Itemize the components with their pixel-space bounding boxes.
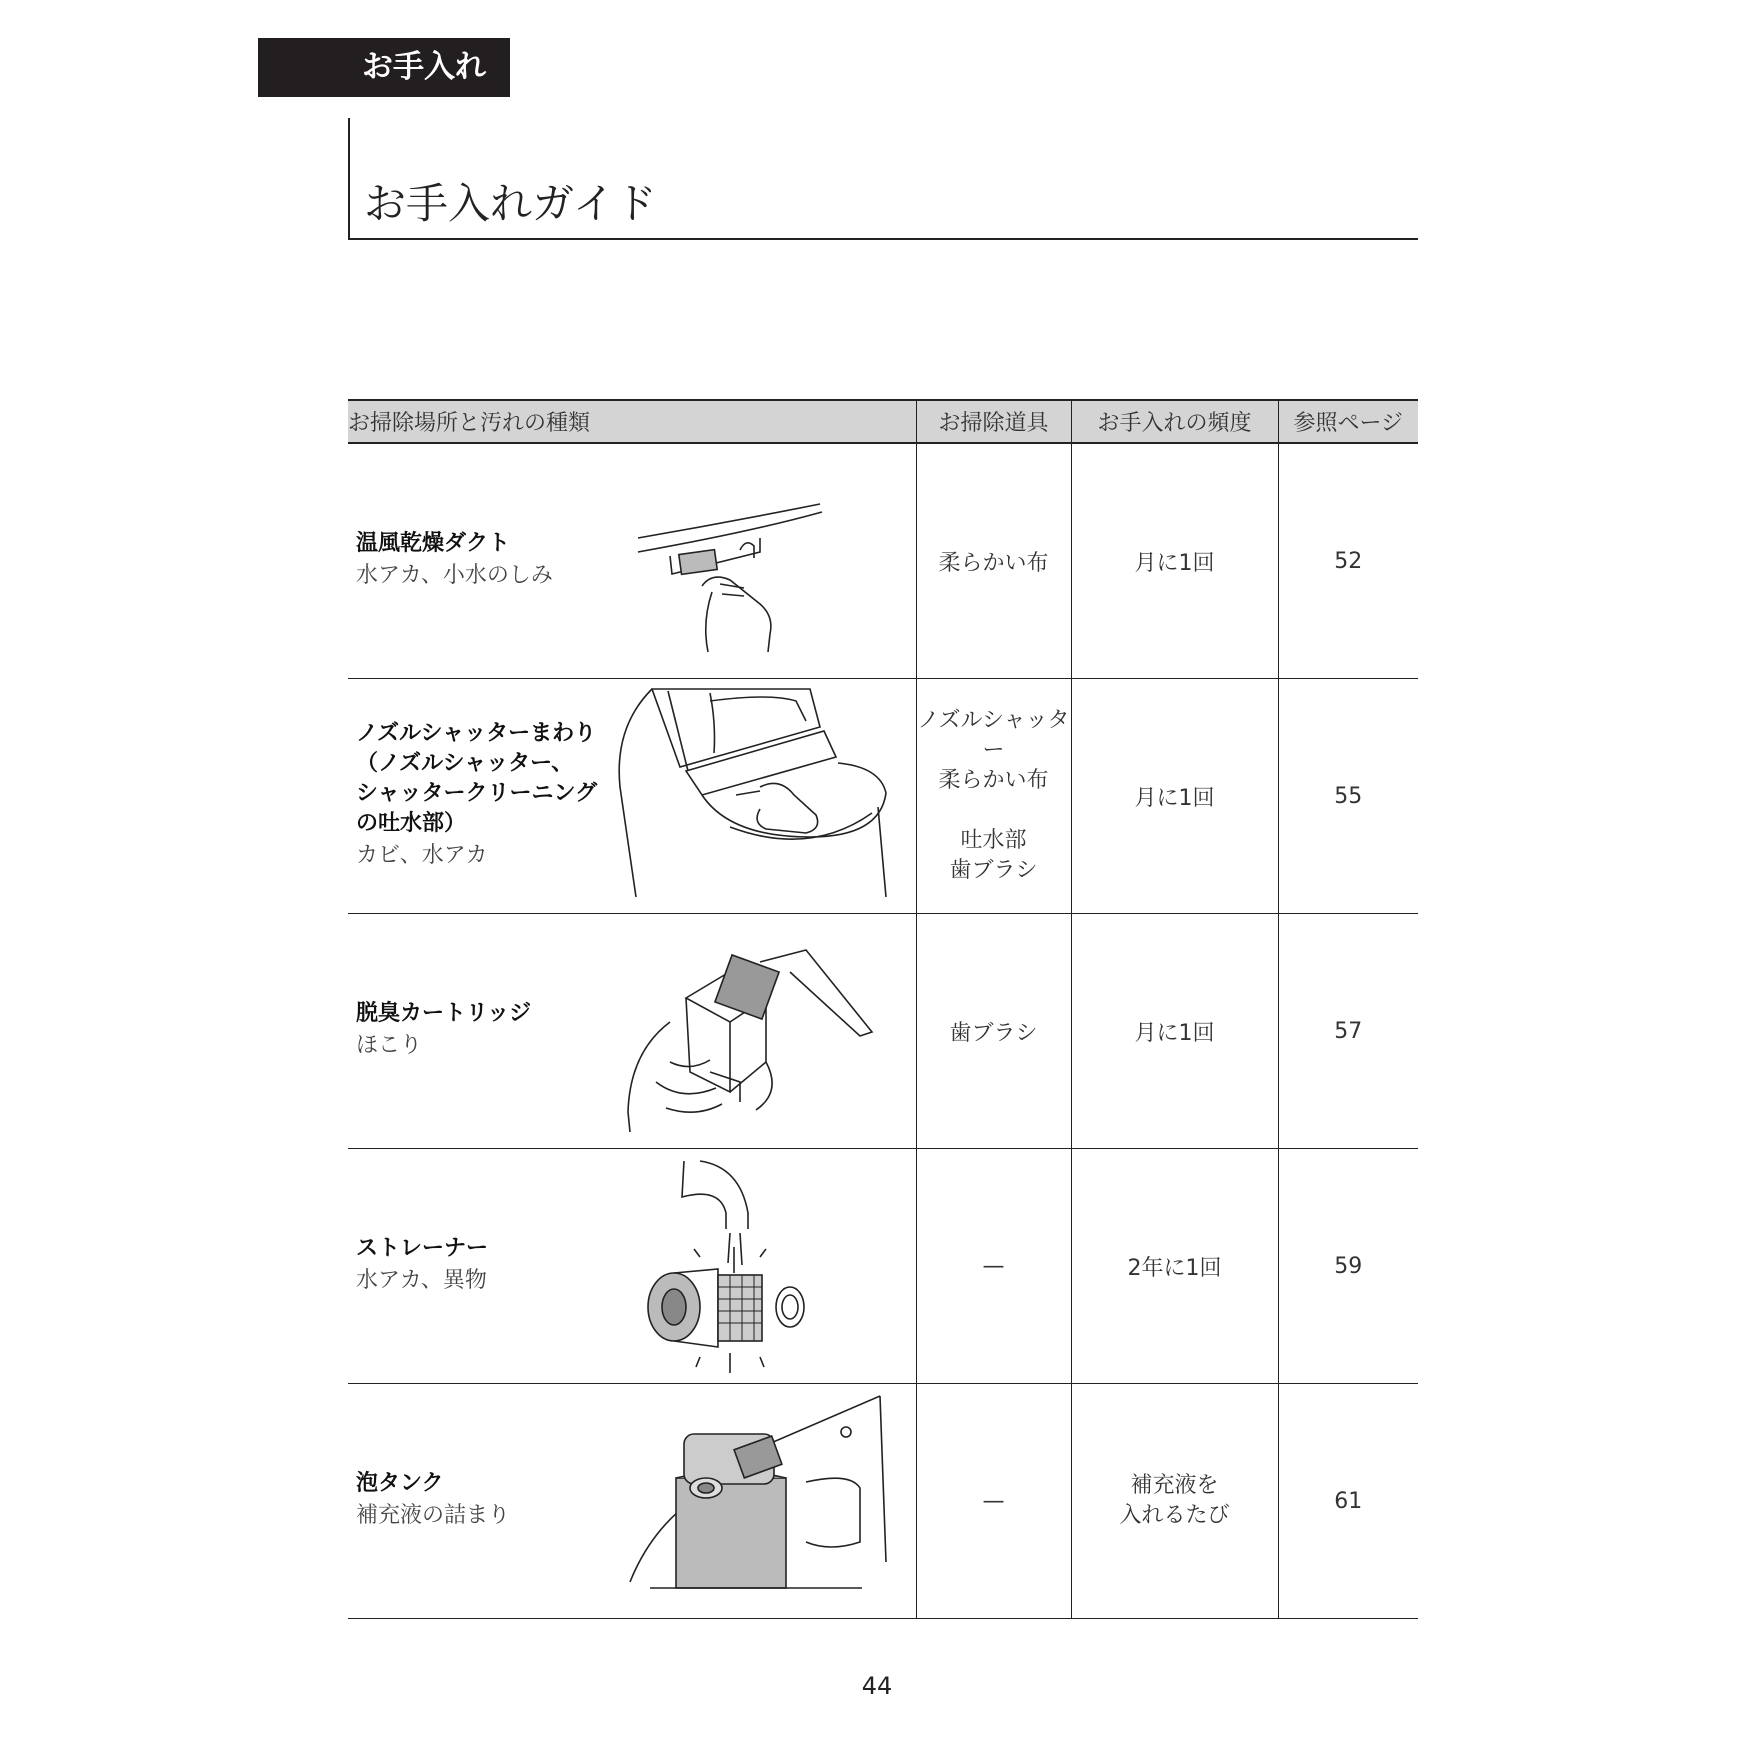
table-row bbox=[348, 914, 1418, 1149]
tool-cell: — bbox=[916, 1384, 1071, 1619]
reference-page-cell: 59 bbox=[1278, 1149, 1418, 1384]
header-tool: お掃除道具 bbox=[916, 400, 1071, 443]
frequency-cell: 補充液を 入れるたび bbox=[1071, 1384, 1278, 1619]
place-cell bbox=[348, 443, 916, 679]
foam-tank-illustration bbox=[610, 1392, 910, 1610]
header-frequency: お手入れの頻度 bbox=[1071, 400, 1278, 443]
frequency-cell: 月に1回 bbox=[1071, 679, 1278, 914]
frequency-cell: 月に1回 bbox=[1071, 914, 1278, 1149]
dirt-type: カビ、水アカ bbox=[356, 843, 488, 868]
table-row bbox=[348, 679, 1418, 914]
place-name: ノズルシャッターまわり （ノズルシャッター、 シャッタークリーニング の吐水部） bbox=[356, 721, 598, 836]
deodorizer-cartridge-brush-illustration bbox=[610, 922, 910, 1140]
dirt-type: 水アカ、異物 bbox=[356, 1268, 487, 1293]
tool-cell: 歯ブラシ bbox=[916, 914, 1071, 1149]
reference-page-cell: 57 bbox=[1278, 914, 1418, 1149]
section-label: お手入れ bbox=[258, 38, 510, 97]
tool-cell: — bbox=[916, 1149, 1071, 1384]
place-cell bbox=[348, 679, 916, 914]
page-number: 44 bbox=[861, 1672, 893, 1700]
strainer-rinse-illustration bbox=[610, 1157, 910, 1375]
page-title: お手入れガイド bbox=[364, 179, 657, 228]
header-reference-page: 参照ページ bbox=[1278, 400, 1418, 443]
place-name: 泡タンク bbox=[356, 1471, 444, 1496]
place-name: 温風乾燥ダクト bbox=[356, 531, 511, 556]
reference-page-cell: 52 bbox=[1278, 443, 1418, 679]
care-guide-table bbox=[348, 399, 1418, 1619]
place-cell bbox=[348, 1149, 916, 1384]
tool-cell: ノズルシャッター 柔らかい布 吐水部 歯ブラシ bbox=[916, 679, 1071, 914]
reference-page-cell: 61 bbox=[1278, 1384, 1418, 1619]
table-row bbox=[348, 1149, 1418, 1384]
place-cell bbox=[348, 1384, 916, 1619]
place-cell bbox=[348, 914, 916, 1149]
dirt-type: ほこり bbox=[356, 1033, 423, 1058]
table-header-row bbox=[348, 400, 1418, 443]
title-rule-horizontal bbox=[348, 238, 1418, 240]
reference-page-cell: 55 bbox=[1278, 679, 1418, 914]
tool-cell: 柔らかい布 bbox=[916, 443, 1071, 679]
frequency-cell: 月に1回 bbox=[1071, 443, 1278, 679]
dryer-duct-wipe-illustration bbox=[610, 452, 910, 670]
dirt-type: 補充液の詰まり bbox=[356, 1503, 511, 1528]
table-row bbox=[348, 443, 1418, 679]
title-rule-vertical bbox=[348, 118, 350, 240]
dirt-type: 水アカ、小水のしみ bbox=[356, 563, 553, 588]
frequency-cell: 2年に1回 bbox=[1071, 1149, 1278, 1384]
place-name: 脱臭カートリッジ bbox=[356, 1001, 532, 1026]
nozzle-shutter-cleaning-illustration bbox=[610, 687, 910, 905]
place-name: ストレーナー bbox=[356, 1236, 489, 1261]
header-place: お掃除場所と汚れの種類 bbox=[348, 400, 916, 443]
table-row bbox=[348, 1384, 1418, 1619]
